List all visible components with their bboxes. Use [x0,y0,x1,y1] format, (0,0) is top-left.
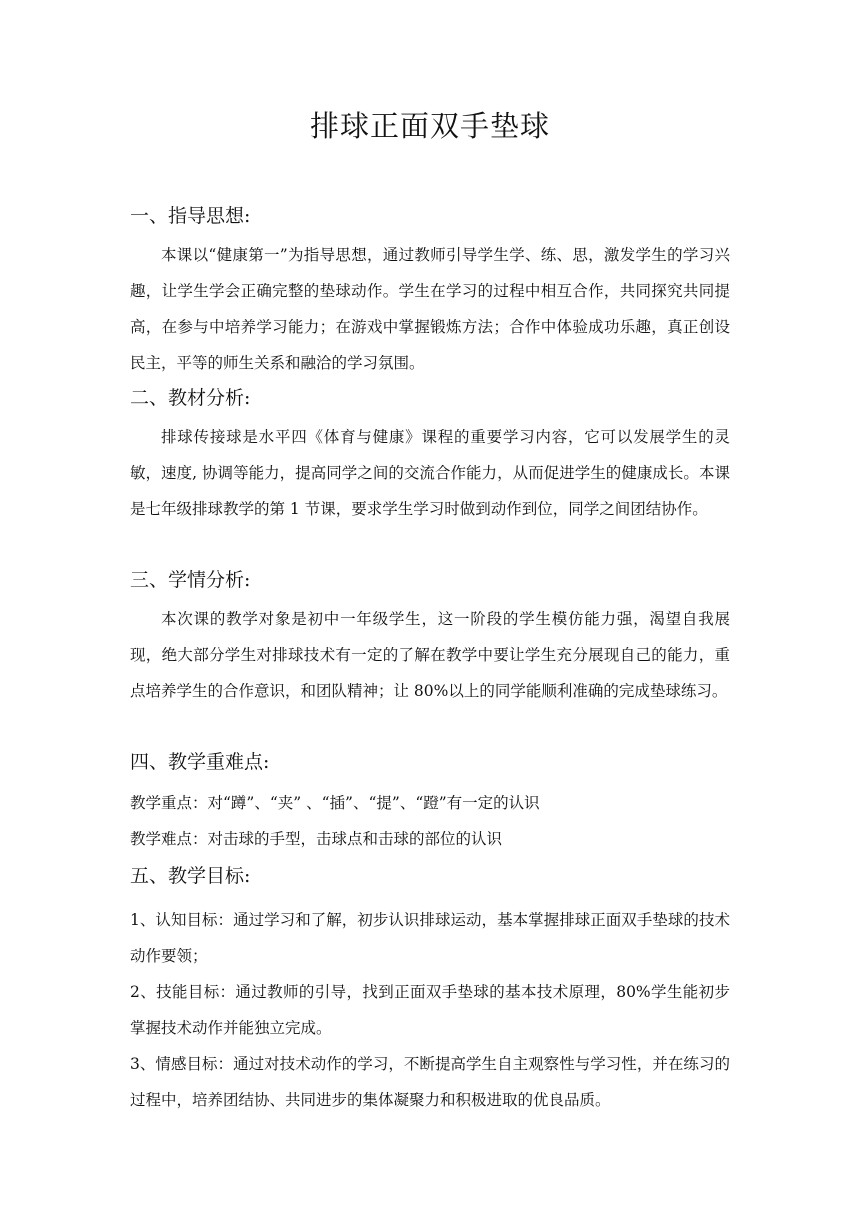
goal-item-emotional: 3、情感目标：通过对技术动作的学习，不断提高学生自主观察性与学习性，并在练习的过程中，培养团结协、共同进步的集体凝聚力和积极进取的优良品质。 [130,1055,730,1109]
goal-item-skill: 2、技能目标：通过教师的引导，找到正面双手垫球的基本技术原理，80%学生能初步掌握技术动作并能独立完成。 [130,983,730,1037]
key-point-line: 教学重点：对“蹲”、“夹” 、“插”、“提”、“蹬”有一定的认识 [130,794,540,812]
section-heading-guiding-ideology: 一、指导思想: [130,205,251,227]
section-heading-student-analysis: 三、学情分析: [130,569,251,591]
document-title: 排球正面双手垫球 [309,109,550,143]
section-paragraph-material-analysis: 排球传接球是水平四《体育与健康》课程的重要学习内容，它可以发展学生的灵敏，速度, 协调等能力，提高同学之间的交流合作能力，从而促进学生的健康成长。本课是七年级排球教学的第 1 节课，要求学生学习时做到动作到位，同学之间团结协作。 [130,428,730,518]
section-paragraph-student-analysis: 本次课的教学对象是初中一年级学生，这一阶段的学生模仿能力强，渴望自我展现，绝大部分学生对排球技术有一定的了解在教学中要让学生充分展现自己的能力，重点培养学生的合作意识，和团队精神；让 80%以上的同学能顺利准确的完成垫球练习。 [130,610,730,700]
section-heading-material-analysis: 二、教材分析: [130,387,251,409]
difficulty-point-line: 教学难点：对击球的手型，击球点和击球的部位的认识 [130,830,503,848]
section-paragraph-guiding-ideology: 本课以“健康第一”为指导思想，通过教师引导学生学、练、思，激发学生的学习兴趣，让学生学会正确完整的垫球动作。学生在学习的过程中相互合作，共同探究共同提高，在参与中培养学习能力；在游戏中掌握锻炼方法；合作中体验成功乐趣，真正创设民主，平等的师生关系和融洽的学习氛围。 [130,246,730,372]
goal-item-cognitive: 1、认知目标：通过学习和了解，初步认识排球运动，基本掌握排球正面双手垫球的技术动作要领； [130,911,730,965]
section-heading-teaching-goals: 五、教学目标: [130,865,251,887]
section-heading-key-points: 四、教学重难点: [130,751,270,773]
